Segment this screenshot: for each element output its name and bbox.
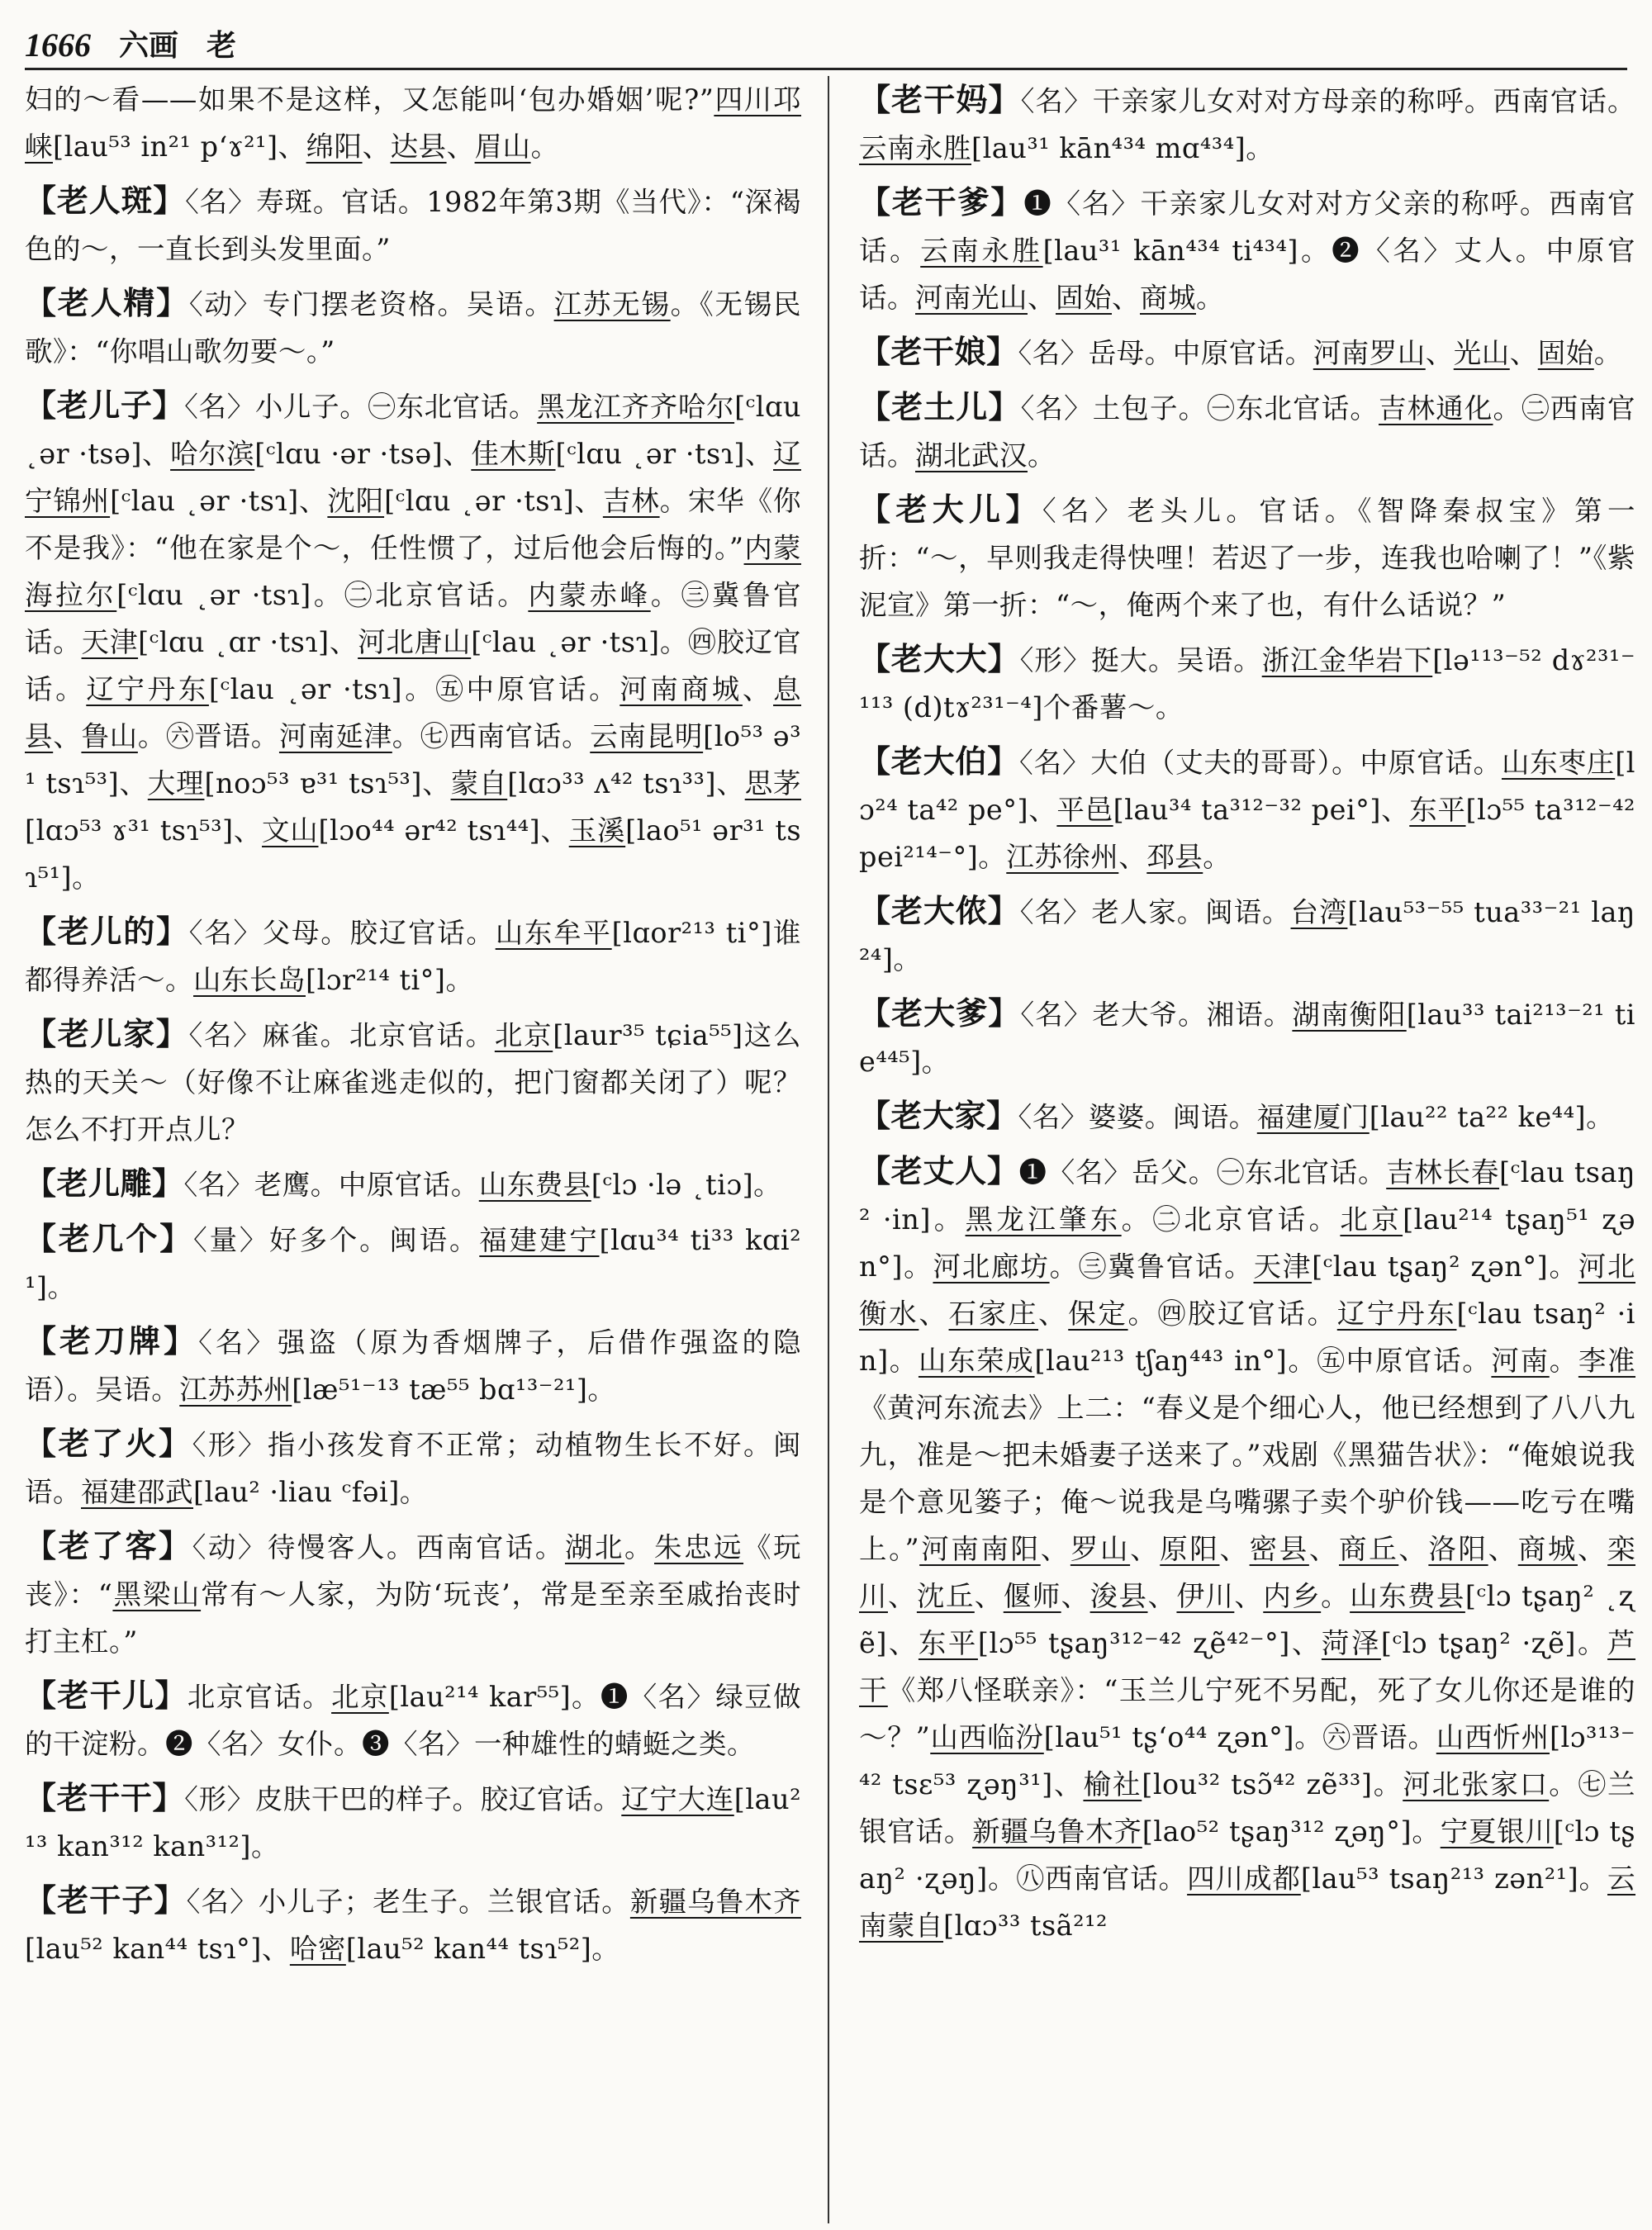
place-name: 宁夏银川 xyxy=(1440,1815,1554,1848)
place-name: 山东牟平 xyxy=(495,917,612,949)
place-name: 邳县 xyxy=(1146,841,1203,873)
dictionary-entry: 【老丈人】❶〈名〉岳父。㊀东北官话。吉林长春[ᶜlau tsaŋ² ·in]。黑龙江肇东。㊁北京官话。北京[lau²¹⁴ tʂaŋ⁵¹ ʐən°]。河北廊坊。㊂冀鲁官话。天津[ᶜlau tʂaŋ² ʐən°]。河北衡水、石家庄、保定。㊃胶辽官话。辽宁丹东[ᶜlau tsaŋ² ·in]。山东荣成[lau²¹³ tʃaŋ⁴⁴³ in°]。㊄中原官话。河南。李准《黄河东流去》上二：“春义是个细心人，他已经想到了八八九九，准是～把未婚妻子送来了。”戏剧《黑猫告状》：“俺娘说我是个意见篓子；俺～说我是乌嘴骡子卖个驴价钱——吃亏在嘴上。”河南南阳、罗山、原阳、密县、商丘、洛阳、商城、栾川、沈丘、偃师、浚县、伊川、内乡。山东费县[ᶜlɔ tʂaŋ² ˛ʐẽ]、东平[lɔ⁵⁵ tʂaŋ³¹²⁻⁴² ʐẽ⁴²⁻°]、菏泽[ᶜlɔ tʂaŋ² ·ʐẽ]。芦干《郑八怪联亲》：“玉兰儿宁死不另配，死了女儿你还是谁的～？”山西临汾[lau⁵¹ tʂ‘o⁴⁴ ʐən°]。㊅晋语。山西忻州[lɔ³¹³⁻⁴² tsɛ⁵³ ʐəŋ³¹]、榆社[lou³² tsɔ̃⁴² zẽ³³]。河北张家口。㊆兰银官话。新疆乌鲁木齐[lao⁵² tʂaŋ³¹² ʐəŋ°]。宁夏银川[ᶜlɔ tʂaŋ² ·ʐəŋ]。㊇西南官话。四川成都[lau⁵³ tsaŋ²¹³ zən²¹]。云南蒙自[lɑɔ³³ tsã²¹² xyxy=(859,1152,1635,1942)
place-name: 河南延津 xyxy=(278,720,392,752)
place-name: 伊川 xyxy=(1176,1580,1235,1612)
place-name: 北京 xyxy=(494,1019,553,1051)
place-name: 达县 xyxy=(390,130,447,163)
dictionary-entry: 【老刀牌】〈名〉强盗（原为香烟牌子，后借作强盗的隐语）。吴语。江苏苏州[læ⁵¹⁻¹³ tæ⁵⁵ bɑ¹³⁻²¹]。 xyxy=(25,1322,801,1406)
header-rule xyxy=(25,68,1627,70)
place-name: 蒙自 xyxy=(450,767,508,799)
dictionary-entry: 【老干子】〈名〉小儿子；老生子。兰银官话。新疆乌鲁木齐[lau⁵² kan⁴⁴ tsɿ°]、哈密[lau⁵² kan⁴⁴ tsɿ⁵²]。 xyxy=(25,1881,801,1965)
place-name: 浙江金华岩下 xyxy=(1261,644,1433,676)
place-name: 山东荣成 xyxy=(918,1345,1035,1377)
place-name: 内蒙赤峰 xyxy=(528,579,651,611)
headword: 【老人斑】 xyxy=(25,182,186,219)
dictionary-entry: 【老了客】〈动〉待慢客人。西南官话。湖北。朱忠远《玩丧》：“黑梁山常有～人家，为防‘玩丧’，常是至亲至戚抬丧时打主杠。” xyxy=(25,1527,801,1658)
place-name: 息县 xyxy=(25,673,801,752)
dictionary-entry: 【老人斑】〈名〉寿斑。官话。1982年第3期《当代》：“深褐色的～，一直长到头发里面。” xyxy=(25,182,801,265)
dictionary-entry: 妇的～看——如果不是这样，又怎能叫‘包办婚姻’呢?”四川邛崃[lau⁵³ in²¹ p‘ɤ²¹]、绵阳、达县、眉山。 xyxy=(25,83,801,163)
headword: 【老丈人】 xyxy=(859,1152,1019,1189)
place-name: 河北唐山 xyxy=(358,626,472,658)
column-divider xyxy=(828,76,829,2223)
dictionary-entry: 【老大家】〈名〉婆婆。闽语。福建厦门[lau²² ta²² ke⁴⁴]。 xyxy=(859,1097,1615,1134)
headword: 【老了火】 xyxy=(25,1425,192,1462)
place-name: 河南商城 xyxy=(620,673,743,705)
place-name: 河北衡水 xyxy=(859,1250,1635,1330)
place-name: 四川邛崃 xyxy=(25,83,801,163)
dictionary-entry: 【老大伯】〈名〉大伯（丈夫的哥哥）。中原官话。山东枣庄[lɔ²⁴ ta⁴² pe°]、平邑[lau³⁴ ta³¹²⁻³² pei°]、东平[lɔ⁵⁵ ta³¹²⁻⁴² pei²¹⁴⁻°]。江苏徐州、邳县。 xyxy=(859,743,1635,873)
place-name: 光山 xyxy=(1453,337,1510,369)
place-name: 山东费县 xyxy=(1350,1580,1465,1612)
place-name: 台湾 xyxy=(1290,896,1348,928)
place-name: 栾川 xyxy=(859,1533,1635,1612)
place-name: 罗山 xyxy=(1070,1533,1131,1565)
headword: 【老大爹】 xyxy=(859,994,1021,1032)
dictionary-entry: 【老大大】〈形〉挺大。吴语。浙江金华岩下[lə¹¹³⁻⁵² dɤ²³¹⁻¹¹³ (d)tɤ²³¹⁻⁴]个番薯～。 xyxy=(859,640,1635,724)
dictionary-entry: 【老儿家】〈名〉麻雀。北京官话。北京[laur³⁵ tɕia⁵⁵]这么热的天关～（好像不让麻雀逃走似的，把门窗都关闭了）呢？怎么不打开点儿？ xyxy=(25,1015,801,1146)
place-name: 福建建宁 xyxy=(479,1224,600,1256)
place-name: 菏泽 xyxy=(1321,1627,1381,1659)
page-number: 1666 xyxy=(25,26,91,64)
headword: 【老干干】 xyxy=(25,1779,185,1816)
place-name: 固始 xyxy=(1537,337,1594,369)
headword: 【老干儿】 xyxy=(25,1677,188,1714)
place-name: 北京 xyxy=(1340,1203,1403,1236)
headword: 【老儿家】 xyxy=(25,1015,189,1052)
headword: 【老儿雕】 xyxy=(25,1165,184,1202)
place-name: 固始 xyxy=(1056,282,1112,314)
place-name: 内乡 xyxy=(1263,1580,1322,1612)
place-name: 芦干 xyxy=(859,1627,1635,1706)
place-name: 平邑 xyxy=(1056,794,1113,826)
place-name: 眉山 xyxy=(474,130,531,163)
headword: 【老人精】 xyxy=(25,284,189,321)
header-char: 老 xyxy=(206,28,237,63)
headword: 【老大伯】 xyxy=(859,743,1020,780)
place-name: 福建厦门 xyxy=(1256,1101,1370,1133)
place-name: 原阳 xyxy=(1160,1533,1220,1565)
dictionary-entry: 【老干妈】〈名〉干亲家儿女对对方母亲的称呼。西南官话。云南永胜[lau³¹ kān⁴³⁴ mɑ⁴³⁴]。 xyxy=(859,81,1635,164)
headword: 【老大大】 xyxy=(859,640,1020,677)
place-name: 东平 xyxy=(1409,794,1466,826)
place-name: 山东费县 xyxy=(478,1169,591,1201)
place-name: 湖南衡阳 xyxy=(1292,999,1407,1031)
headword: 【老儿子】 xyxy=(25,387,185,424)
place-name: 江苏苏州 xyxy=(179,1374,292,1406)
dictionary-entry: 【老大儿】〈名〉老头儿。官话。《智降秦叔宝》第一折：“～，早则我走得快哩！若迟了一步，连我也哈喇了！”《紫泥宣》第一折：“～，俺两个来了也，有什么话说？” xyxy=(859,491,1635,621)
place-name: 黑梁山 xyxy=(112,1578,202,1611)
place-name: 吉林长春 xyxy=(1386,1156,1500,1189)
place-name: 东平 xyxy=(918,1627,978,1659)
place-name: 北京 xyxy=(331,1681,389,1713)
place-name: 天津 xyxy=(1253,1250,1313,1283)
place-name: 山西临汾 xyxy=(930,1721,1044,1753)
place-name: 吉林通化 xyxy=(1379,392,1493,425)
headword: 【老了客】 xyxy=(25,1527,192,1564)
dictionary-entry: 【老干娘】〈名〉岳母。中原官话。河南罗山、光山、固始。 xyxy=(859,333,1622,370)
place-name: 河南 xyxy=(1491,1345,1550,1377)
place-name: 沈阳 xyxy=(327,485,385,517)
headword: 【老大家】 xyxy=(859,1097,1018,1134)
place-name: 辽宁丹东 xyxy=(1336,1298,1457,1330)
dictionary-entry: 【老干爹】❶〈名〉干亲家儿女对对方父亲的称呼。西南官话。云南永胜[lau³¹ kān⁴³⁴ ti⁴³⁴]。❷〈名〉丈人。中原官话。河南光山、固始、商城。 xyxy=(859,183,1635,314)
place-name: 密县 xyxy=(1249,1533,1309,1565)
dictionary-entry: 【老大侬】〈名〉老人家。闽语。台湾[lau⁵³⁻⁵⁵ tua³³⁻²¹ laŋ²⁴]。 xyxy=(859,892,1635,975)
place-name: 内蒙海拉尔 xyxy=(25,532,801,611)
headword: 【老土儿】 xyxy=(859,388,1021,425)
place-name: 哈密 xyxy=(289,1933,346,1965)
place-name: 哈尔滨 xyxy=(170,438,255,470)
place-name: 河南光山 xyxy=(915,282,1028,314)
place-name: 云南昆明 xyxy=(590,720,704,752)
place-name: 湖北武汉 xyxy=(915,439,1028,472)
right-column xyxy=(859,76,1635,2223)
section-label: 六画 xyxy=(119,28,179,63)
dictionary-entry: 【老干儿】北京官话。北京[lau²¹⁴ kar⁵⁵]。❶〈名〉绿豆做的干淀粉。❷〈名〉女仆。❸〈名〉一种雄性的蜻蜓之类。 xyxy=(25,1677,801,1760)
place-name: 山东枣庄 xyxy=(1502,747,1616,779)
place-name: 石家庄 xyxy=(948,1298,1039,1330)
place-name: 保定 xyxy=(1068,1298,1128,1330)
headword: 【老刀牌】 xyxy=(25,1322,199,1359)
place-name: 大理 xyxy=(147,767,205,799)
place-name: 四川成都 xyxy=(1187,1862,1301,1895)
place-name: 商城 xyxy=(1140,282,1196,314)
place-name: 山西忻州 xyxy=(1436,1721,1550,1753)
dictionary-entry: 【老大爹】〈名〉老大爷。湘语。湖南衡阳[lau³³ tai²¹³⁻²¹ tie⁴⁴⁵]。 xyxy=(859,994,1635,1078)
place-name: 吉林 xyxy=(602,485,660,517)
headword: 【老干妈】 xyxy=(859,81,1021,118)
place-name: 湖北 xyxy=(564,1531,624,1563)
place-name: 黑龙江肇东 xyxy=(965,1203,1122,1236)
place-name: 浚县 xyxy=(1089,1580,1148,1612)
headword: 【老几个】 xyxy=(25,1220,194,1257)
place-name: 山东长岛 xyxy=(193,964,306,996)
place-name: 鲁山 xyxy=(81,720,138,752)
dictionary-entry: 【老儿的】〈名〉父母。胶辽官话。山东牟平[lɑor²¹³ ti°]谁都得养活～。山东长岛[lɔr²¹⁴ ti°]。 xyxy=(25,913,801,996)
page-header xyxy=(25,18,1627,64)
left-column xyxy=(25,76,801,2223)
place-name: 江苏徐州 xyxy=(1006,841,1119,873)
dictionary-entry: 【老了火】〈形〉指小孩发育不正常；动植物生长不好。闽语。福建邵武[lau² ·liau ᶜfəi]。 xyxy=(25,1425,801,1508)
headword: 【老儿的】 xyxy=(25,913,189,950)
dictionary-entry: 【老干干】〈形〉皮肤干巴的样子。胶辽官话。辽宁大连[lau²¹³ kan³¹² kan³¹²]。 xyxy=(25,1779,801,1862)
place-name: 沈丘 xyxy=(916,1580,975,1612)
place-name: 玉溪 xyxy=(568,814,626,847)
headword: 【老大儿】 xyxy=(859,491,1042,528)
place-name: 洛阳 xyxy=(1428,1533,1488,1565)
place-name: 朱忠远 xyxy=(653,1531,744,1563)
place-name: 河南罗山 xyxy=(1313,337,1426,369)
place-name: 云南永胜 xyxy=(859,132,971,164)
dictionary-entry: 【老儿子】〈名〉小儿子。㊀东北官话。黑龙江齐齐哈尔[ᶜlɑu ˛ər ·tsə]、哈尔滨[ᶜlɑu ·ər ·tsə]、佳木斯[ᶜlɑu ˛ər ·tsɿ]、辽宁锦州[ᶜlau ˛ər ·tsɿ]、沈阳[ᶜlɑu ˛ər ·tsɿ]、吉林。宋华《你不是我》：“他在家是个～，任性惯了，过后他会后悔的。”内蒙海拉尔[ᶜlɑu ˛ər ·tsɿ]。㊁北京官话。内蒙赤峰。㊂冀鲁官话。天津[ᶜlɑu ˛ɑr ·tsɿ]、河北唐山[ᶜlau ˛ər ·tsɿ]。㊃胶辽官话。辽宁丹东[ᶜlau ˛ər ·tsɿ]。㊄中原官话。河南商城、息县、鲁山。㊅晋语。河南延津。㊆西南官话。云南昆明[lo⁵³ ə³¹ tsɿ⁵³]、大理[noɔ⁵³ ɐ³¹ tsɿ⁵³]、蒙自[lɑɔ³³ ʌ⁴² tsɿ³³]、思茅[lɑɔ⁵³ ɤ³¹ tsɿ⁵³]、文山[lɔo⁴⁴ ər⁴² tsɿ⁴⁴]、玉溪[lao⁵¹ ər³¹ tsɿ⁵¹]。 xyxy=(25,387,801,894)
place-name: 云南永胜 xyxy=(920,235,1043,267)
place-name: 辽宁大连 xyxy=(621,1783,734,1815)
place-name: 新疆乌鲁木齐 xyxy=(629,1886,801,1918)
place-name: 绵阳 xyxy=(306,130,363,163)
place-name: 天津 xyxy=(81,626,139,658)
place-name: 商丘 xyxy=(1338,1533,1399,1565)
place-name: 榆社 xyxy=(1083,1768,1142,1801)
place-name: 新疆乌鲁木齐 xyxy=(972,1815,1142,1848)
place-name: 河北张家口 xyxy=(1403,1768,1550,1801)
place-name: 文山 xyxy=(262,814,319,847)
place-name: 思茅 xyxy=(744,767,801,799)
headword: 【老干爹】 xyxy=(859,183,1024,221)
headword: 【老干娘】 xyxy=(859,333,1018,370)
place-name: 河北廊坊 xyxy=(933,1250,1050,1283)
headword: 【老大侬】 xyxy=(859,892,1020,929)
place-name: 商城 xyxy=(1517,1533,1578,1565)
dictionary-entry: 【老人精】〈动〉专门摆老资格。吴语。江苏无锡。《无锡民歌》：“你唱山歌勿要～。” xyxy=(25,284,801,368)
place-name: 佳木斯 xyxy=(471,438,556,470)
place-name: 辽宁锦州 xyxy=(25,438,801,517)
place-name: 福建邵武 xyxy=(81,1476,193,1508)
dictionary-entry: 【老儿雕】〈名〉老鹰。中原官话。山东费县[ᶜlɔ ·lə ˛tiɔ]。 xyxy=(25,1165,782,1202)
place-name: 辽宁丹东 xyxy=(86,673,209,705)
place-name: 黑龙江齐齐哈尔 xyxy=(537,391,735,423)
place-name: 云南蒙自 xyxy=(859,1862,1635,1942)
dictionary-entry: 【老土儿】〈名〉土包子。㊀东北官话。吉林通化。㊁西南官话。湖北武汉。 xyxy=(859,388,1635,472)
place-name: 偃师 xyxy=(1003,1580,1061,1612)
place-name: 河南南阳 xyxy=(919,1533,1041,1565)
headword: 【老干子】 xyxy=(25,1881,187,1919)
dictionary-entry: 【老几个】〈量〉好多个。闽语。福建建宁[lɑu³⁴ ti³³ kɑi²¹]。 xyxy=(25,1220,801,1303)
place-name: 江苏无锡 xyxy=(553,288,671,320)
place-name: 李准 xyxy=(1578,1345,1635,1377)
